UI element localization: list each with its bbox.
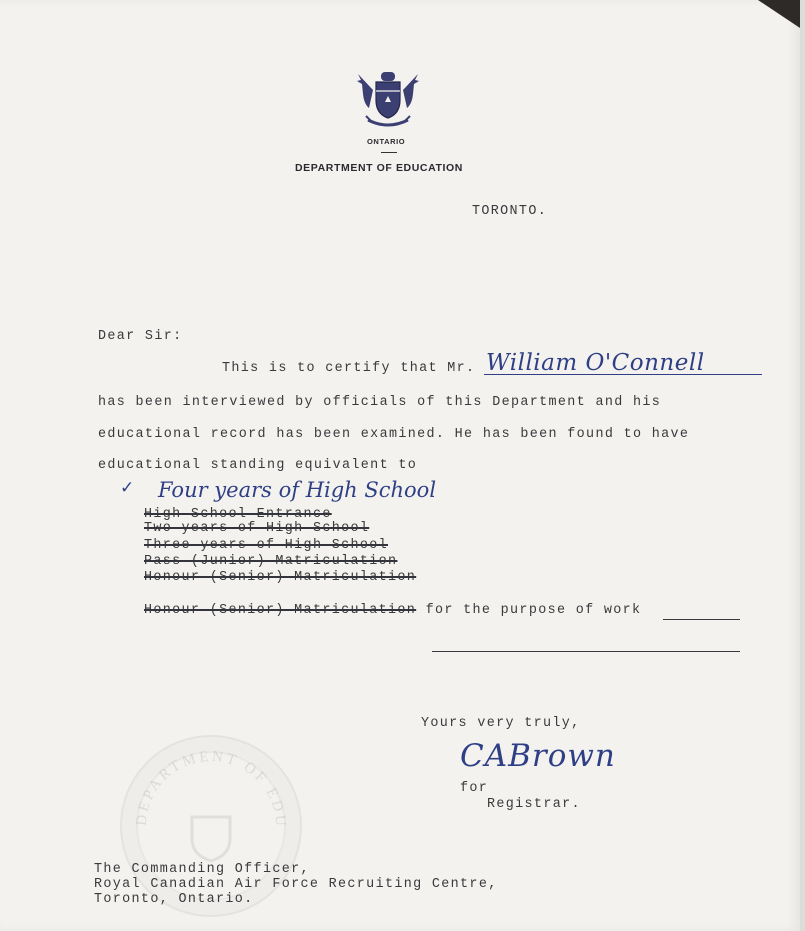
ontario-coat-of-arms-icon: [352, 68, 424, 132]
body-line-4: educational standing equivalent to: [98, 458, 418, 473]
recipient-line-2: Royal Canadian Air Force Recruiting Centre,: [94, 877, 498, 892]
salutation: Dear Sir:: [98, 329, 183, 344]
registrar-title: Registrar.: [487, 797, 581, 812]
candidate-name-handwritten: William O'Connell: [486, 350, 705, 376]
option-struck: Pass (Junior) Matriculation: [144, 554, 398, 569]
body-line-3: educational record has been examined. He has been found to have: [98, 427, 690, 442]
folded-corner: [758, 0, 800, 28]
city-label: TORONTO.: [472, 204, 548, 219]
closing: Yours very truly,: [421, 716, 581, 731]
option-struck: Two years of High School: [144, 521, 370, 536]
for-label: for: [460, 781, 489, 796]
purpose-blank-line-2: [432, 651, 740, 652]
body-line-2: has been interviewed by officials of this Department and his: [98, 395, 662, 410]
department-title: DEPARTMENT OF EDUCATION: [295, 162, 463, 174]
option-struck: Three years of High School: [144, 538, 389, 553]
purpose-text: for the purpose of work: [416, 603, 642, 618]
check-mark-handwritten: ✓: [120, 478, 135, 498]
certify-line-prefix: This is to certify that Mr.: [222, 361, 476, 376]
letterhead-divider: [381, 152, 397, 153]
purpose-struck: Honour (Senior) Matriculation: [144, 603, 417, 618]
recipient-line-1: The Commanding Officer,: [94, 862, 310, 877]
province-label: ONTARIO: [367, 137, 406, 146]
signature: CABrown: [460, 738, 616, 774]
option-struck: Honour (Senior) Matriculation: [144, 570, 417, 585]
option-struck: High School Entrance: [144, 507, 332, 522]
purpose-blank-line: [663, 619, 740, 620]
svg-text:DEPARTMENT OF EDUCATION: DEPARTMENT OF EDU: [133, 748, 289, 830]
name-underline: [484, 374, 762, 375]
recipient-line-3: Toronto, Ontario.: [94, 892, 254, 907]
standing-handwritten: Four years of High School: [158, 478, 437, 502]
